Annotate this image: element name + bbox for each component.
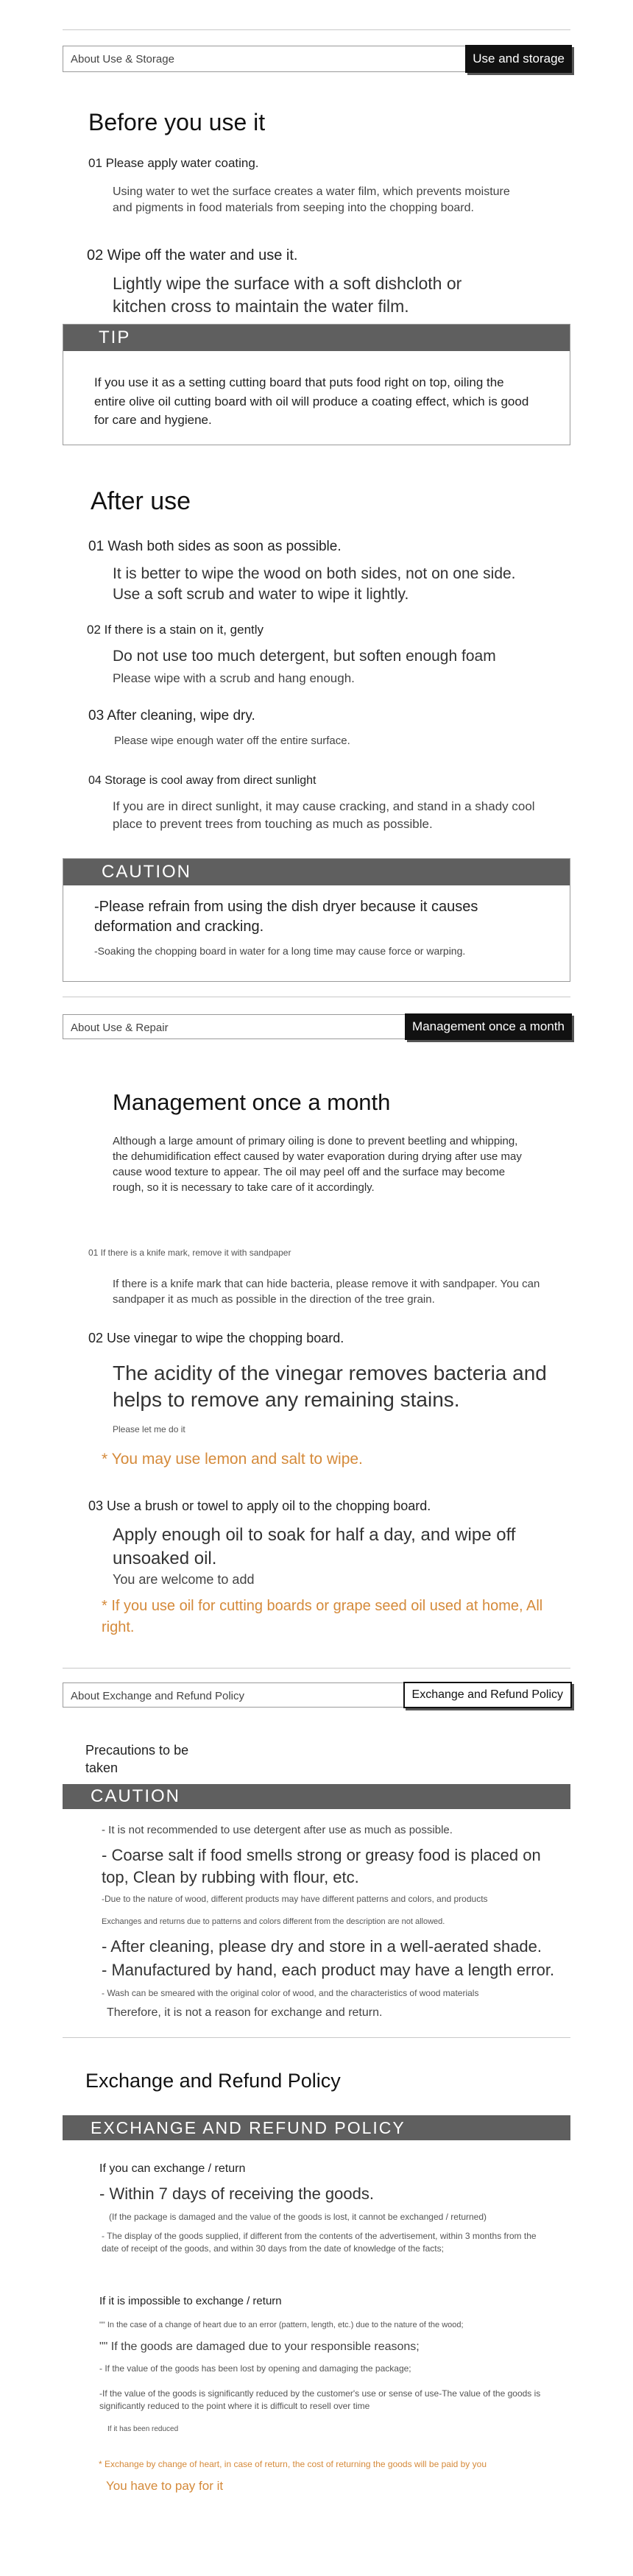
tip-text: If you use it as a setting cutting board that puts food right on top, oiling the entire olive oil cutting board with oil will produce a coating effect, which is good for care and hygiene. [94,375,529,427]
caution-text: - Wash can be smeared with the original color of wood, and the characteristics of wood materials [102,1988,479,1998]
section-bar-label: About Exchange and Refund Policy [71,1690,244,1702]
policy-note: You have to pay for it [106,2479,224,2493]
tip-note: * You may use lemon and salt to wipe. [102,1451,363,1468]
policy-text: If it has been reduced [107,2425,179,2433]
section-title: Exchange and Refund Policy [85,2070,341,2092]
step-heading: 03 Use a brush or towel to apply oil to the chopping board. [88,1498,431,1513]
section-bar-use-storage [63,46,570,72]
tip-heading: TIP [63,325,570,351]
step-text: Please wipe with a scrub and hang enough. [113,671,355,685]
step-heading: 01 If there is a knife mark, remove it with sandpaper [88,1248,291,1258]
caution-text: -Due to the nature of wood, different products may have different patterns and colors, and products [102,1894,488,1904]
policy-subheading: If you can exchange / return [99,2162,246,2175]
section-title: After use [91,487,191,515]
caution-text: - Manufactured by hand, each product may have a length error. [102,1961,555,1979]
policy-text: "" If the goods are damaged due to your responsible reasons; [99,2340,420,2353]
step-text: If there is a knife mark that can hide bacteria, please remove it with sandpaper. You can sandpaper it as much as possible in the direction of the tree grain. [113,1278,540,1306]
step-text: Do not use too much detergent, but soften enough foam [113,648,496,665]
caution-heading: CAUTION [63,1784,570,1809]
tip-box [63,324,570,445]
caution-heading: CAUTION [63,859,570,885]
section-title: Management once a month [113,1089,391,1115]
step-heading: 02 Wipe off the water and use it. [87,247,298,263]
section-bar-use-repair [63,1014,570,1039]
caution-text: Exchanges and returns due to patterns and colors different from the description are not allowed. [102,1917,445,1926]
step-small-text: You are welcome to add [113,1572,255,1587]
section-bar-label: About Use & Storage [71,53,174,66]
step-text: The acidity of the vinegar removes bacteria and helps to remove any remaining stains. [113,1362,547,1412]
section-tag: Exchange and Refund Policy [403,1682,572,1708]
policy-text: "" In the case of a change of heart due to an error (pattern, length, etc.) due to the nature of the wood; [99,2321,464,2329]
step-heading: 04 Storage is cool away from direct sunlight [88,774,316,787]
caution-text: - After cleaning, please dry and store in a well-aerated shade. [102,1937,542,1956]
policy-text: - Within 7 days of receiving the goods. [99,2184,374,2203]
caution-box [63,858,570,982]
section-tag: Management once a month [405,1013,572,1040]
section-bar-exchange [63,1682,570,1708]
caution-text: -Please refrain from using the dish dryer because it causes deformation and cracking. [94,899,478,935]
step-heading: 03 After cleaning, wipe dry. [88,708,255,723]
policy-text: -If the value of the goods is significantly reduced by the customer's use or sense of use-The value of the goods is significantly reduced to the point where it is difficult to resell over time [99,2388,541,2411]
intro-text: Although a large amount of primary oiling is done to prevent beetling and whipping, the dehumidification effect caused by water evaporation during drying after use may cause wood texture to appear. The oil may peel off and the surface may become rough, so it is necessary to take care of it accordingly. [113,1135,522,1194]
top-divider [63,29,570,30]
policy-heading: EXCHANGE AND REFUND POLICY [63,2115,570,2140]
caution-text: Therefore, it is not a reason for exchange and return. [107,2006,383,2019]
step-heading: 01 Wash both sides as soon as possible. [88,539,342,554]
policy-text: - The display of the goods supplied, if different from the contents of the advertisement, within 3 months from the date of receipt of the goods, and within 30 days from the date of knowledge of the facts; [102,2231,537,2254]
page-title: Before you use it [88,109,266,135]
step-text: If you are in direct sunlight, it may cause cracking, and stand in a shady cool place to prevent trees from touching as much as possible. [113,799,535,831]
step-heading: 02 If there is a stain on it, gently [87,623,264,637]
step-text: It is better to wipe the wood on both sides, not on one side. Use a soft scrub and water to wipe it lightly. [113,565,516,604]
caution-text: -Soaking the chopping board in water for a long time may cause force or warping. [94,945,466,957]
policy-text: (If the package is damaged and the value of the goods is lost, it cannot be exchanged / returned) [109,2212,487,2222]
section-subtitle: Precautions to be taken [85,1743,189,1776]
step-text: Using water to wet the surface creates a water film, which prevents moisture and pigments in food materials from seeping into the chopping board. [113,185,510,215]
caution-text: - It is not recommended to use detergent after use as much as possible. [102,1824,453,1836]
divider [63,1668,570,1669]
section-tag: Use and storage [465,45,572,73]
step-heading: 01 Please apply water coating. [88,156,259,170]
policy-subheading: If it is impossible to exchange / return [99,2295,282,2307]
divider [63,2037,570,2038]
policy-note: * Exchange by change of heart, in case of return, the cost of returning the goods will be paid by you [99,2459,487,2469]
step-text: Apply enough oil to soak for half a day, and wipe off unsoaked oil. [113,1525,516,1569]
step-text: Lightly wipe the surface with a soft dishcloth or kitchen cross to maintain the water film. [113,274,462,316]
tip-note: * If you use oil for cutting boards or grape seed oil used at home, All right. [102,1598,543,1635]
step-small-text: Please let me do it [113,1424,185,1434]
step-heading: 02 Use vinegar to wipe the chopping board. [88,1331,344,1345]
section-bar-label: About Use & Repair [71,1022,169,1034]
step-text: Please wipe enough water off the entire surface. [114,735,350,747]
caution-text: - Coarse salt if food smells strong or greasy food is placed on top, Clean by rubbing with flour, etc. [102,1846,541,1886]
policy-text: - If the value of the goods has been lost by opening and damaging the package; [99,2363,411,2374]
